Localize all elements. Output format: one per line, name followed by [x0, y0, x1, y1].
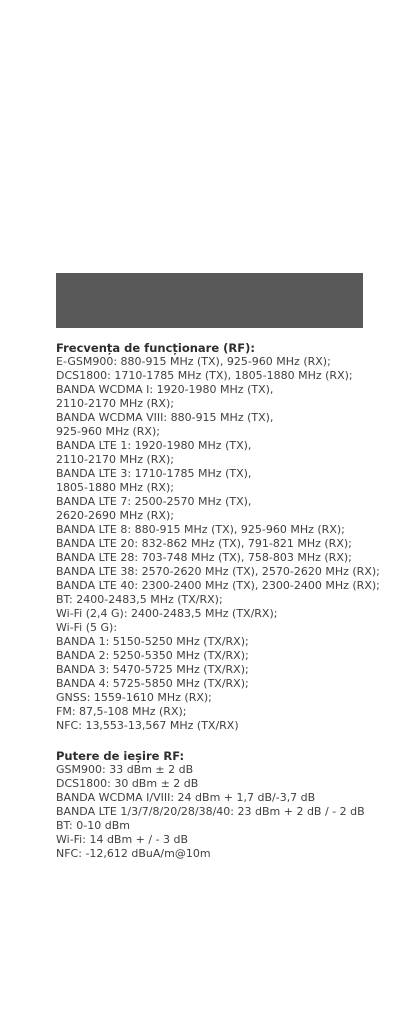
spec-line: BT: 2400-2483,5 MHz (TX/RX);	[56, 593, 223, 606]
spec-line: GSM900: 33 dBm ± 2 dB	[56, 763, 194, 776]
section-rf-output-power	[56, 749, 366, 861]
spec-line: Wi-Fi (2,4 G): 2400-2483,5 MHz (TX/RX);	[56, 607, 278, 620]
spec-line: BANDA WCDMA I: 1920-1980 MHz (TX),	[56, 383, 274, 396]
spec-line: Wi-Fi: 14 dBm + / - 3 dB	[56, 833, 189, 846]
spec-line: DCS1800: 1710-1785 MHz (TX), 1805-1880 MHz (RX);	[56, 369, 353, 382]
spec-line: BANDA LTE 1/3/7/8/20/28/38/40: 23 dBm + 2 dB / - 2 dB	[56, 805, 365, 818]
spec-line: BANDA LTE 3: 1710-1785 MHz (TX),	[56, 467, 252, 480]
spec-line: BANDA 2: 5250-5350 MHz (TX/RX);	[56, 649, 249, 662]
spec-line: BANDA WCDMA I/VIII: 24 dBm + 1,7 dB/-3,7 dB	[56, 791, 316, 804]
spec-line: 2110-2170 MHz (RX);	[56, 397, 174, 410]
section-title: Putere de ieșire RF:	[56, 749, 185, 763]
spec-line: E-GSM900: 880-915 MHz (TX), 925-960 MHz (RX);	[56, 355, 331, 368]
spec-line: NFC: -12,612 dBuA/m@10m	[56, 847, 211, 860]
spec-line: 2620-2690 MHz (RX);	[56, 509, 174, 522]
spec-line: Wi-Fi (5 G):	[56, 621, 118, 634]
spec-line: 925-960 MHz (RX);	[56, 425, 160, 438]
spec-line: BANDA LTE 38: 2570-2620 MHz (TX), 2570-2620 MHz (RX);	[56, 565, 380, 578]
spec-line: NFC: 13,553-13,567 MHz (TX/RX)	[56, 719, 239, 732]
spec-line: BT: 0-10 dBm	[56, 819, 130, 832]
spec-line: GNSS: 1559-1610 MHz (RX);	[56, 691, 212, 704]
spec-line: BANDA 1: 5150-5250 MHz (TX/RX);	[56, 635, 249, 648]
spec-line: BANDA LTE 7: 2500-2570 MHz (TX),	[56, 495, 252, 508]
spec-line: BANDA 3: 5470-5725 MHz (TX/RX);	[56, 663, 249, 676]
section-operating-frequency	[56, 341, 380, 733]
spec-line: BANDA LTE 28: 703-748 MHz (TX), 758-803 MHz (RX);	[56, 551, 352, 564]
spec-line: 2110-2170 MHz (RX);	[56, 453, 174, 466]
section-spacer	[56, 733, 366, 749]
header-bar	[56, 273, 363, 328]
document-content	[56, 341, 380, 861]
spec-line: 1805-1880 MHz (RX);	[56, 481, 174, 494]
spec-line: BANDA LTE 40: 2300-2400 MHz (TX), 2300-2400 MHz (RX);	[56, 579, 380, 592]
spec-line: BANDA LTE 1: 1920-1980 MHz (TX),	[56, 439, 252, 452]
spec-line: DCS1800: 30 dBm ± 2 dB	[56, 777, 199, 790]
spec-line: BANDA LTE 8: 880-915 MHz (TX), 925-960 MHz (RX);	[56, 523, 345, 536]
spec-line: BANDA LTE 20: 832-862 MHz (TX), 791-821 MHz (RX);	[56, 537, 352, 550]
spec-line: BANDA 4: 5725-5850 MHz (TX/RX);	[56, 677, 249, 690]
spec-line: FM: 87,5-108 MHz (RX);	[56, 705, 187, 718]
spec-line: BANDA WCDMA VIII: 880-915 MHz (TX),	[56, 411, 274, 424]
section-title: Frecvența de funcționare (RF):	[56, 341, 255, 355]
